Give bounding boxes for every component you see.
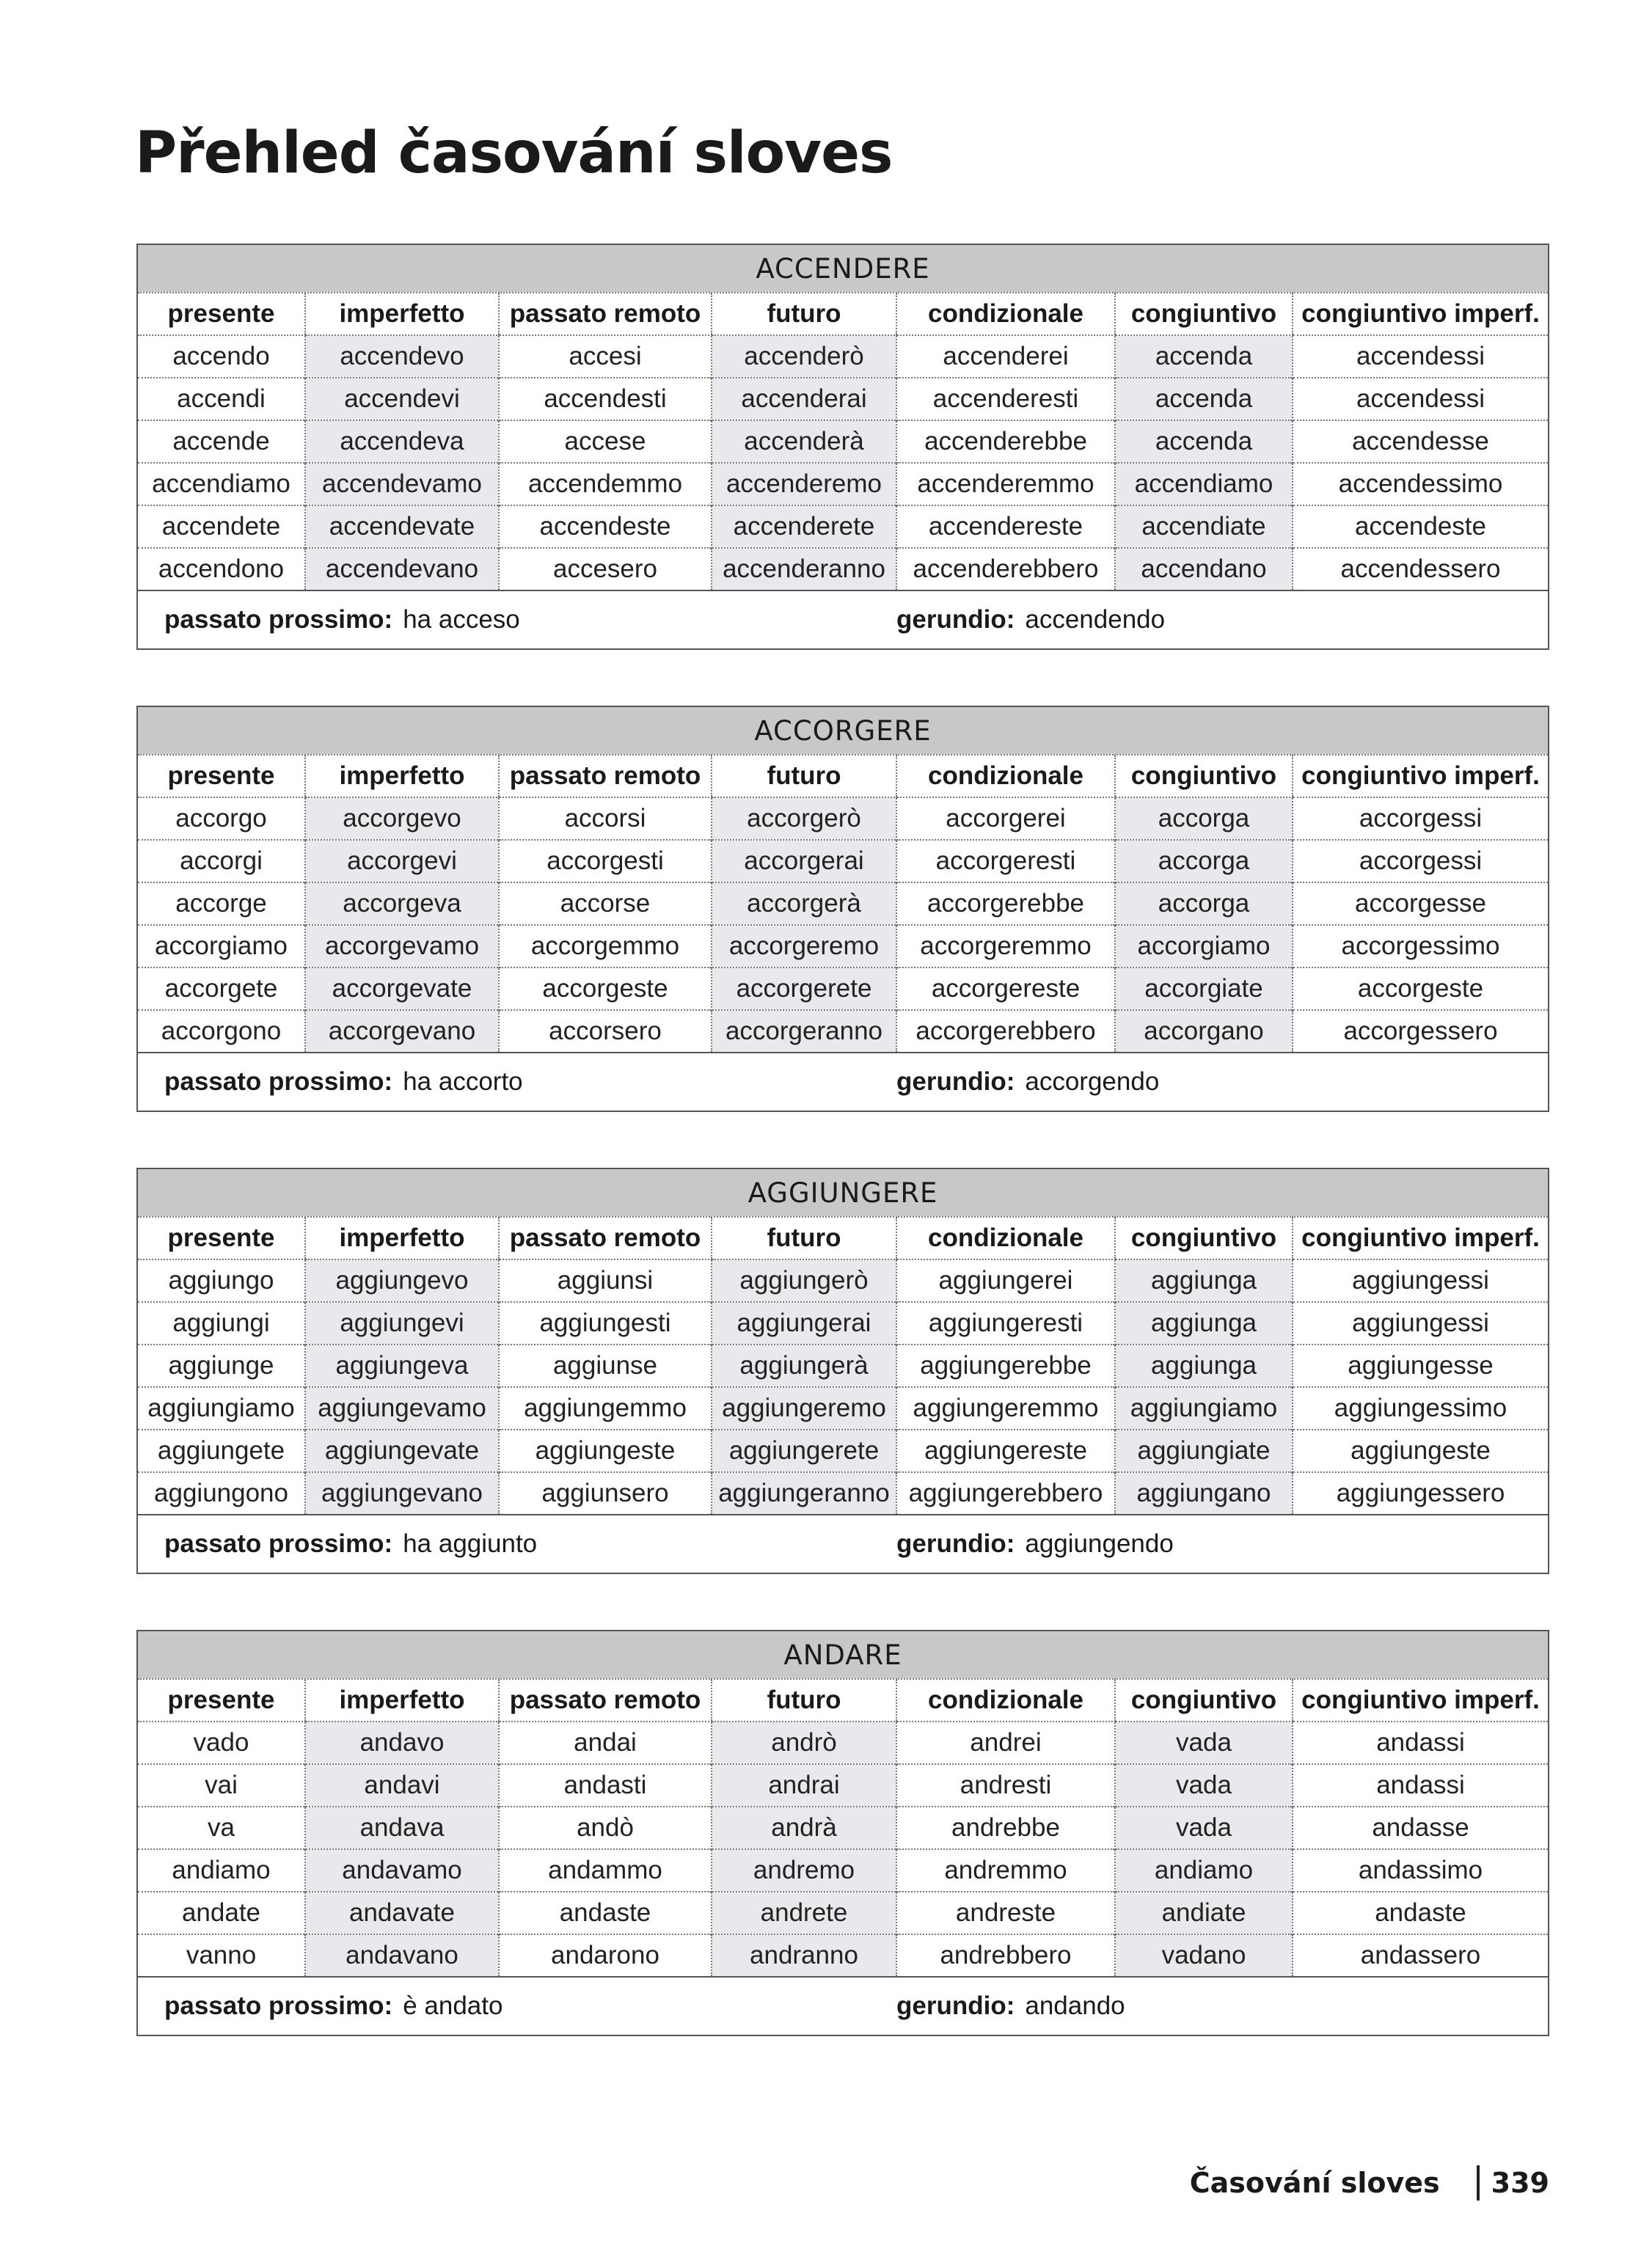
verb-form: andassero	[1293, 1934, 1548, 1977]
verb-form: aggiungevate	[305, 1430, 499, 1472]
verb-form: accendereste	[896, 505, 1115, 548]
tense-header: congiuntivo imperf.	[1293, 1217, 1548, 1259]
verb-name: ANDARE	[138, 1631, 1548, 1679]
tense-header: condizionale	[896, 1217, 1115, 1259]
verb-form: accendeste	[1293, 505, 1548, 548]
passato-prossimo	[138, 1977, 896, 2035]
verb-form: vado	[138, 1722, 305, 1764]
verb-summary-row	[138, 1977, 1548, 2035]
verb-form: vada	[1115, 1722, 1293, 1764]
tense-header: congiuntivo	[1115, 1679, 1293, 1722]
verb-form: accorgevo	[305, 797, 499, 840]
verb-form: accendesse	[1293, 420, 1548, 463]
verb-form: aggiunsi	[499, 1259, 712, 1302]
verb-form: andavo	[305, 1722, 499, 1764]
table-row	[138, 463, 1548, 505]
verb-summary-row	[138, 1053, 1548, 1111]
verb-form: accenderete	[712, 505, 896, 548]
conjugation-table	[138, 245, 1548, 648]
table-row	[138, 1892, 1548, 1934]
verb-form: aggiungiate	[1115, 1430, 1293, 1472]
passato-prossimo-label: passato prossimo:	[164, 1067, 393, 1096]
verb-name: ACCORGERE	[138, 707, 1548, 755]
verb-form: accendiamo	[138, 463, 305, 505]
tense-header: futuro	[712, 755, 896, 797]
verb-form: accendevano	[305, 548, 499, 590]
verb-form: andasse	[1293, 1807, 1548, 1849]
verb-form: andreste	[896, 1892, 1115, 1934]
verb-form: aggiunga	[1115, 1302, 1293, 1345]
page-title: Přehled časování sloves	[135, 120, 893, 186]
tense-header: congiuntivo imperf.	[1293, 293, 1548, 335]
tense-header: presente	[138, 293, 305, 335]
tense-header-row	[138, 293, 1548, 335]
verb-form: accorga	[1115, 840, 1293, 882]
verb-form: aggiungerà	[712, 1345, 896, 1387]
verb-form: aggiungerete	[712, 1430, 896, 1472]
verb-form: aggiungeranno	[712, 1472, 896, 1515]
verb-form: andrebbero	[896, 1934, 1115, 1977]
verb-form: aggiungiamo	[1115, 1387, 1293, 1430]
verb-form: accendevi	[305, 378, 499, 420]
verb-form: accesero	[499, 548, 712, 590]
verb-form: accorgerebbe	[896, 882, 1115, 925]
verb-form: accendemmo	[499, 463, 712, 505]
passato-prossimo-value: è andato	[403, 1991, 503, 2020]
tense-header-row	[138, 1679, 1548, 1722]
verb-form: aggiunga	[1115, 1259, 1293, 1302]
footer-section-title: Časování sloves	[1189, 2167, 1440, 2199]
verb-form: accorgevano	[305, 1010, 499, 1053]
verb-form: accendesti	[499, 378, 712, 420]
verb-form: andasti	[499, 1764, 712, 1807]
verb-form: accorgete	[138, 967, 305, 1010]
verb-form: aggiungi	[138, 1302, 305, 1345]
table-row	[138, 420, 1548, 463]
tense-header: condizionale	[896, 1679, 1115, 1722]
verb-form: accenderesti	[896, 378, 1115, 420]
verb-form: accorgeste	[499, 967, 712, 1010]
verb-form: aggiungerebbero	[896, 1472, 1115, 1515]
verb-form: vai	[138, 1764, 305, 1807]
verb-form: andassi	[1293, 1722, 1548, 1764]
verb-form: accenda	[1115, 335, 1293, 378]
verb-form: aggiungessi	[1293, 1259, 1548, 1302]
verb-form: andò	[499, 1807, 712, 1849]
verb-form: accenderanno	[712, 548, 896, 590]
verb-form: andremmo	[896, 1849, 1115, 1892]
verb-form: aggiungerò	[712, 1259, 896, 1302]
verb-form: aggiunga	[1115, 1345, 1293, 1387]
tense-header: passato remoto	[499, 1679, 712, 1722]
verb-form: andavamo	[305, 1849, 499, 1892]
tense-header: condizionale	[896, 293, 1115, 335]
tense-header: futuro	[712, 1217, 896, 1259]
verb-form: accorsero	[499, 1010, 712, 1053]
gerundio-label: gerundio:	[896, 1991, 1015, 2020]
gerundio-value: accorgendo	[1025, 1067, 1160, 1096]
verb-form: andrete	[712, 1892, 896, 1934]
table-row	[138, 1387, 1548, 1430]
passato-prossimo	[138, 1053, 896, 1111]
verb-form: andremo	[712, 1849, 896, 1892]
verb-form: accorgiamo	[1115, 925, 1293, 967]
verb-form: aggiungerebbe	[896, 1345, 1115, 1387]
tense-header: futuro	[712, 293, 896, 335]
gerundio-label: gerundio:	[896, 1529, 1015, 1558]
verb-form: accorsi	[499, 797, 712, 840]
conjugation-table	[138, 1169, 1548, 1573]
gerundio	[896, 1515, 1548, 1573]
verb-form: accorgevamo	[305, 925, 499, 967]
verb-form: accesi	[499, 335, 712, 378]
verb-form: accendessi	[1293, 335, 1548, 378]
table-row	[138, 797, 1548, 840]
verb-form: aggiungemmo	[499, 1387, 712, 1430]
verb-summary-row	[138, 590, 1548, 648]
verb-form: aggiungeste	[1293, 1430, 1548, 1472]
verb-form: andate	[138, 1892, 305, 1934]
verb-form: accorge	[138, 882, 305, 925]
table-row	[138, 505, 1548, 548]
passato-prossimo-value: ha aggiunto	[403, 1529, 538, 1558]
table-row	[138, 1302, 1548, 1345]
verb-form: accendessi	[1293, 378, 1548, 420]
verb-table-aggiungere	[136, 1168, 1549, 1574]
verb-form: aggiungesti	[499, 1302, 712, 1345]
verb-form: accenderemmo	[896, 463, 1115, 505]
passato-prossimo	[138, 1515, 896, 1573]
passato-prossimo-value: ha accorto	[403, 1067, 523, 1096]
verb-form: aggiungereste	[896, 1430, 1115, 1472]
verb-form: aggiungono	[138, 1472, 305, 1515]
verb-form: accorgesse	[1293, 882, 1548, 925]
verb-form: andrebbe	[896, 1807, 1115, 1849]
gerundio	[896, 1977, 1548, 2035]
table-row	[138, 1722, 1548, 1764]
table-row	[138, 378, 1548, 420]
verb-form: andarono	[499, 1934, 712, 1977]
verb-form: accenda	[1115, 378, 1293, 420]
verb-form: accendevate	[305, 505, 499, 548]
verb-form: aggiungessero	[1293, 1472, 1548, 1515]
verb-form: aggiungano	[1115, 1472, 1293, 1515]
verb-form: accorgereste	[896, 967, 1115, 1010]
page-footer	[1190, 2165, 1549, 2201]
verb-form: vanno	[138, 1934, 305, 1977]
table-row	[138, 1010, 1548, 1053]
verb-form: accende	[138, 420, 305, 463]
table-row	[138, 967, 1548, 1010]
page-number: 339	[1491, 2167, 1549, 2199]
gerundio	[896, 1053, 1548, 1111]
verb-form: accendessimo	[1293, 463, 1548, 505]
verb-form: aggiungerai	[712, 1302, 896, 1345]
verb-form: andai	[499, 1722, 712, 1764]
gerundio-label: gerundio:	[896, 605, 1015, 634]
verb-form: accendi	[138, 378, 305, 420]
verb-form: accorgessimo	[1293, 925, 1548, 967]
verb-form: andaste	[499, 1892, 712, 1934]
verb-form: accorgo	[138, 797, 305, 840]
verb-form: accendete	[138, 505, 305, 548]
verb-form: aggiunse	[499, 1345, 712, 1387]
verb-form: accorgi	[138, 840, 305, 882]
verb-form: accorgeremmo	[896, 925, 1115, 967]
verb-form: accorgerebbero	[896, 1010, 1115, 1053]
verb-form: aggiungeresti	[896, 1302, 1115, 1345]
verb-form: accendano	[1115, 548, 1293, 590]
tense-header: congiuntivo	[1115, 293, 1293, 335]
conjugation-table	[138, 707, 1548, 1111]
verb-form: andassimo	[1293, 1849, 1548, 1892]
passato-prossimo-label: passato prossimo:	[164, 1529, 393, 1558]
tense-header: passato remoto	[499, 1217, 712, 1259]
verb-form: accorgemmo	[499, 925, 712, 967]
verb-form: andrò	[712, 1722, 896, 1764]
tense-header: imperfetto	[305, 293, 499, 335]
verb-form: aggiungeste	[499, 1430, 712, 1472]
table-row	[138, 925, 1548, 967]
table-row	[138, 882, 1548, 925]
verb-form: andresti	[896, 1764, 1115, 1807]
verb-form: accendono	[138, 548, 305, 590]
verb-form: aggiungessi	[1293, 1302, 1548, 1345]
table-row	[138, 1430, 1548, 1472]
verb-form: vada	[1115, 1807, 1293, 1849]
verb-summary-row	[138, 1515, 1548, 1573]
verb-form: accenderei	[896, 335, 1115, 378]
verb-form: accendo	[138, 335, 305, 378]
verb-form: accendessero	[1293, 548, 1548, 590]
verb-form: accenderai	[712, 378, 896, 420]
verb-form: accorgessero	[1293, 1010, 1548, 1053]
verb-form: accorgesti	[499, 840, 712, 882]
verb-form: andammo	[499, 1849, 712, 1892]
verb-form: andava	[305, 1807, 499, 1849]
verb-form: aggiungevo	[305, 1259, 499, 1302]
verb-form: accorse	[499, 882, 712, 925]
gerundio	[896, 590, 1548, 648]
verb-form: accenda	[1115, 420, 1293, 463]
table-row	[138, 335, 1548, 378]
verb-form: andiamo	[1115, 1849, 1293, 1892]
verb-form: aggiungeva	[305, 1345, 499, 1387]
tense-header: passato remoto	[499, 755, 712, 797]
verb-form: aggiungevi	[305, 1302, 499, 1345]
verb-form: andaste	[1293, 1892, 1548, 1934]
tense-header: passato remoto	[499, 293, 712, 335]
verb-form: andrei	[896, 1722, 1115, 1764]
verb-form: accorgeva	[305, 882, 499, 925]
verb-form: accorgono	[138, 1010, 305, 1053]
verb-form: accenderò	[712, 335, 896, 378]
verb-form: accorgessi	[1293, 797, 1548, 840]
verb-form: aggiungo	[138, 1259, 305, 1302]
tense-header-row	[138, 755, 1548, 797]
verb-form: andavano	[305, 1934, 499, 1977]
verb-form: accenderà	[712, 420, 896, 463]
verb-form: aggiungiamo	[138, 1387, 305, 1430]
gerundio-value: accendendo	[1025, 605, 1166, 634]
verb-table-accorgere	[136, 706, 1549, 1112]
verb-form: andranno	[712, 1934, 896, 1977]
verb-form: va	[138, 1807, 305, 1849]
passato-prossimo-value: ha acceso	[403, 605, 520, 634]
verb-form: accenderebbe	[896, 420, 1115, 463]
verb-form: accorgessi	[1293, 840, 1548, 882]
tense-header: condizionale	[896, 755, 1115, 797]
verb-form: accorgeresti	[896, 840, 1115, 882]
verb-form: accenderebbero	[896, 548, 1115, 590]
verb-form: andiate	[1115, 1892, 1293, 1934]
table-row	[138, 840, 1548, 882]
verb-form: andavi	[305, 1764, 499, 1807]
table-row	[138, 1472, 1548, 1515]
verb-form: aggiungeremmo	[896, 1387, 1115, 1430]
passato-prossimo-label: passato prossimo:	[164, 1991, 393, 2020]
verb-form: andrà	[712, 1807, 896, 1849]
tense-header: presente	[138, 1217, 305, 1259]
table-row	[138, 1807, 1548, 1849]
tense-header-row	[138, 1217, 1548, 1259]
table-row	[138, 1849, 1548, 1892]
tense-header: presente	[138, 1679, 305, 1722]
gerundio-label: gerundio:	[896, 1067, 1015, 1096]
verb-form: aggiunge	[138, 1345, 305, 1387]
verb-form: accorgerei	[896, 797, 1115, 840]
verb-form: aggiungete	[138, 1430, 305, 1472]
tense-header: congiuntivo	[1115, 1217, 1293, 1259]
verb-table-andare	[136, 1630, 1549, 2036]
verb-name: ACCENDERE	[138, 245, 1548, 293]
tense-header: imperfetto	[305, 755, 499, 797]
passato-prossimo-label: passato prossimo:	[164, 605, 393, 634]
verb-form: aggiungerei	[896, 1259, 1115, 1302]
verb-form: aggiungesse	[1293, 1345, 1548, 1387]
verb-form: accorgeremo	[712, 925, 896, 967]
verb-form: accorgevi	[305, 840, 499, 882]
verb-form: accorgerai	[712, 840, 896, 882]
verb-form: accorgeranno	[712, 1010, 896, 1053]
gerundio-value: aggiungendo	[1025, 1529, 1174, 1558]
passato-prossimo	[138, 590, 896, 648]
tense-header: imperfetto	[305, 1217, 499, 1259]
verb-form: accorga	[1115, 882, 1293, 925]
tense-header: presente	[138, 755, 305, 797]
verb-form: accorgeste	[1293, 967, 1548, 1010]
verb-form: aggiungessimo	[1293, 1387, 1548, 1430]
tense-header: futuro	[712, 1679, 896, 1722]
table-row	[138, 1259, 1548, 1302]
verb-form: accorgiamo	[138, 925, 305, 967]
verb-form: accorga	[1115, 797, 1293, 840]
tense-header: congiuntivo	[1115, 755, 1293, 797]
verb-form: accendiamo	[1115, 463, 1293, 505]
verb-form: andrai	[712, 1764, 896, 1807]
verb-form: accendeva	[305, 420, 499, 463]
verb-form: andiamo	[138, 1849, 305, 1892]
verb-form: andavate	[305, 1892, 499, 1934]
verb-form: aggiungevano	[305, 1472, 499, 1515]
tense-header: congiuntivo imperf.	[1293, 755, 1548, 797]
table-row	[138, 1345, 1548, 1387]
verb-form: vada	[1115, 1764, 1293, 1807]
verb-form: accendeste	[499, 505, 712, 548]
footer-separator	[1477, 2165, 1480, 2201]
verb-form: accorgerà	[712, 882, 896, 925]
verb-form: accendevamo	[305, 463, 499, 505]
verb-form: aggiunsero	[499, 1472, 712, 1515]
verb-form: accenderemo	[712, 463, 896, 505]
conjugation-table	[138, 1631, 1548, 2035]
tense-header: congiuntivo imperf.	[1293, 1679, 1548, 1722]
verb-form: accorgevate	[305, 967, 499, 1010]
verb-form: accendevo	[305, 335, 499, 378]
table-row	[138, 548, 1548, 590]
verb-form: accorgerete	[712, 967, 896, 1010]
verb-form: aggiungeremo	[712, 1387, 896, 1430]
verb-form: aggiungevamo	[305, 1387, 499, 1430]
tense-header: imperfetto	[305, 1679, 499, 1722]
verb-form: accorgerò	[712, 797, 896, 840]
verb-form: accendiate	[1115, 505, 1293, 548]
verb-table-accendere	[136, 244, 1549, 650]
verb-name: AGGIUNGERE	[138, 1169, 1548, 1217]
verb-form: accorgiate	[1115, 967, 1293, 1010]
table-row	[138, 1934, 1548, 1977]
gerundio-value: andando	[1025, 1991, 1125, 2020]
verb-form: andassi	[1293, 1764, 1548, 1807]
table-row	[138, 1764, 1548, 1807]
verb-form: accese	[499, 420, 712, 463]
verb-form: accorgano	[1115, 1010, 1293, 1053]
verb-form: vadano	[1115, 1934, 1293, 1977]
